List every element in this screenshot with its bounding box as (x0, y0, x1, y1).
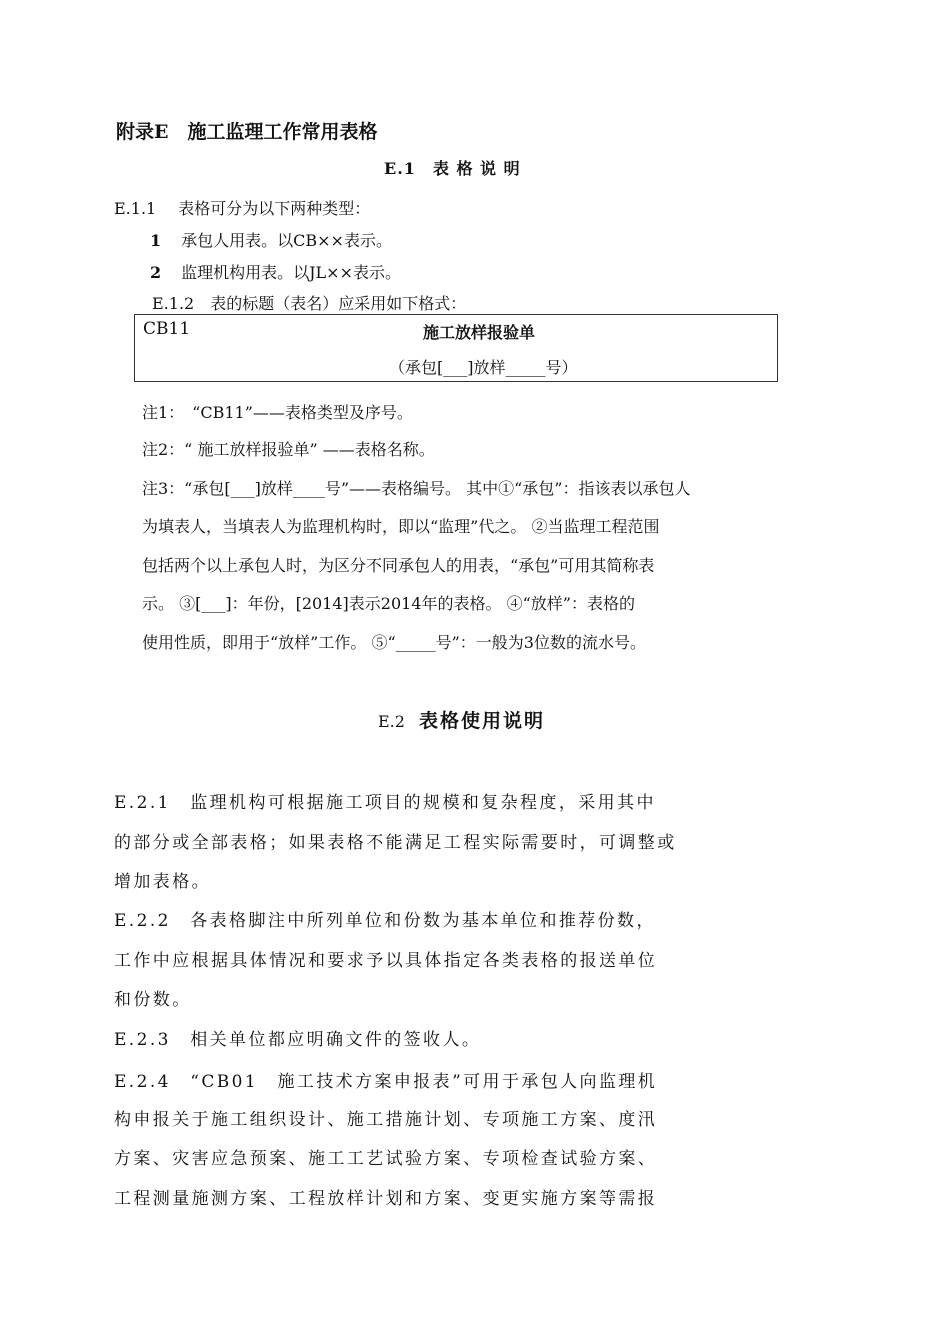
appendix-title: 附录E 施工监理工作常用表格 (116, 121, 378, 143)
example-title-box (134, 314, 778, 382)
section-e2-heading (378, 706, 545, 733)
note-3-line-3: 包括两个以上承包人时，为区分不同承包人的用表，“承包”可用其简称表 (142, 556, 655, 575)
form-title: 施工放样报验单 (423, 323, 536, 342)
section-e1-heading: E.1 表 格 说 明 (384, 159, 521, 178)
note-3-line-1: 注3：“承包[___]放样____号”——表格编号。 其中①“承包”：指该表以承包人 (142, 479, 691, 498)
section-e2-heading-text: 表格使用说明 (418, 710, 545, 732)
list-item-2 (150, 260, 401, 283)
note-3-line-4: 示。 ③[___]：年份，[2014]表示2014年的表格。 ④“放样”：表格的 (142, 594, 635, 613)
clause-e221-line-3: 增加表格。 (114, 872, 211, 892)
clause-e224-line-2: 构申报关于施工组织设计、施工措施计划、专项施工方案、度汛 (114, 1110, 658, 1130)
list-item-2-number: 2 (150, 263, 162, 282)
clause-e222-line-1: E.2.2 各表格脚注中所列单位和份数为基本单位和推荐份数， (114, 911, 656, 931)
clause-e221-line-2: 的部分或全部表格；如果表格不能满足工程实际需要时，可调整或 (114, 833, 677, 853)
clause-e112 (152, 291, 466, 314)
clause-e223: E.2.3 相关单位都应明确文件的签收人。 (114, 1030, 482, 1050)
clause-e222-line-2: 工作中应根据具体情况和要求予以具体指定各类表格的报送单位 (114, 951, 658, 971)
form-code: CB11 (143, 319, 191, 339)
clause-e222-line-3: 和份数。 (114, 990, 192, 1010)
clause-e224-line-1: E.2.4 “CB01 施工技术方案申报表”可用于承包人向监理机 (114, 1072, 658, 1092)
note-2: 注2：“ 施工放样报验单” ——表格名称。 (142, 440, 435, 459)
list-item-2-text: 监理机构用表。以JL××表示。 (181, 263, 401, 282)
clause-e112-text: 表的标题（表名）应采用如下格式： (210, 294, 467, 313)
list-item-1 (150, 228, 392, 251)
clause-e111-number: E.1.1 (114, 199, 157, 218)
list-item-1-number: 1 (150, 231, 162, 250)
note-1: 注1： “CB11”——表格类型及序号。 (142, 403, 413, 422)
form-number: （承包[___]放样_____号） (389, 358, 578, 377)
clause-e111-text: 表格可分为以下两种类型： (178, 199, 371, 218)
clause-e224-line-4: 工程测量施测方案、工程放样计划和方案、变更实施方案等需报 (114, 1189, 658, 1209)
clause-e111 (114, 196, 370, 219)
clause-e221-line-1: E.2.1 监理机构可根据施工项目的规模和复杂程度，采用其中 (114, 793, 656, 813)
note-3-line-5: 使用性质，即用于“放样”工作。 ⑤“_____号”：一般为3位数的流水号。 (142, 633, 646, 652)
note-3-line-2: 为填表人，当填表人为监理机构时，即以“监理”代之。 ②当监理工程范围 (142, 517, 660, 536)
section-e2-heading-number: E.2 (378, 712, 405, 731)
list-item-1-text: 承包人用表。以CB××表示。 (181, 231, 392, 250)
clause-e224-line-3: 方案、灾害应急预案、施工工艺试验方案、专项检查试验方案、 (114, 1149, 658, 1169)
clause-e112-number: E.1.2 (152, 294, 195, 313)
